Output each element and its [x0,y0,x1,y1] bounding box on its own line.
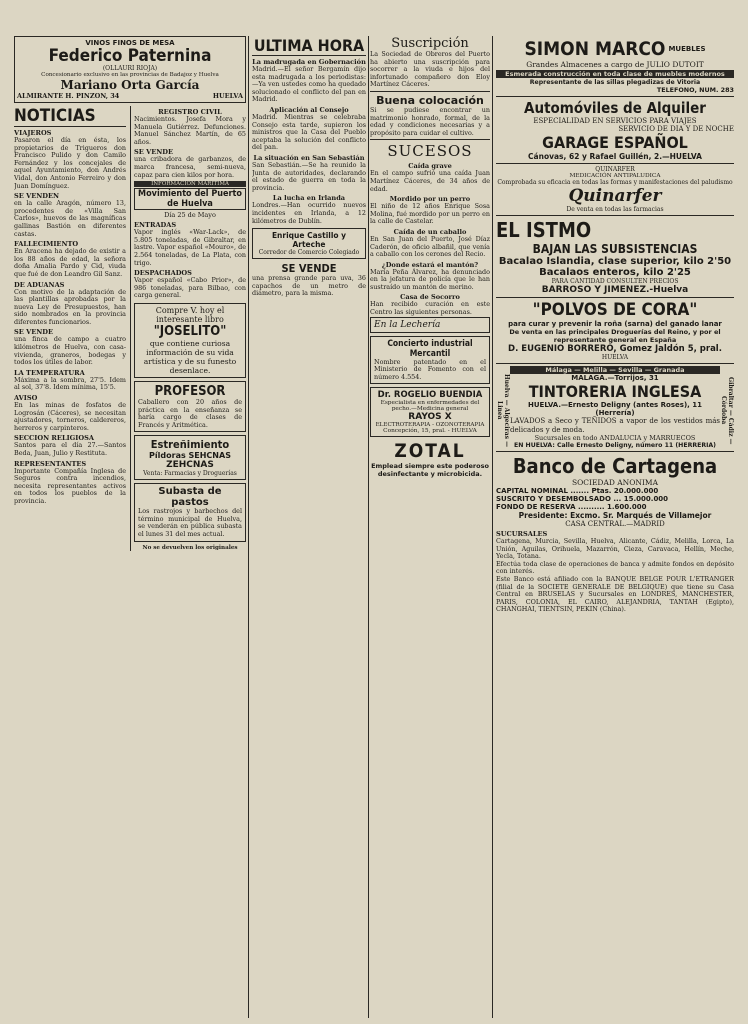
quinarfer-title: Quinarfer [568,186,662,206]
quinarfer-small: QUINARFER [595,166,635,173]
consejo-text: Madrid. Mientras se celebraba Consejo esta tarde, supieron los ministros que la Casa del Pueblo aceptaba la solución del conflicto del pan. [252,112,366,152]
telefono-text: TELEFONO, NUM. 283 [656,86,734,94]
puerto-title: Movimiento del Puerto de Huelva [134,188,246,210]
concierto-text: Nombre patentado en el Ministerio de Fomento con el número 4.554. [374,357,486,381]
compre-label: Compre V. hoy el interesante libro [155,305,225,324]
buena-colocacion-text: Si se pudiese encontrar un matrimonio honrado, formal, de la edad y condiciones necesarias y a propósito para cuidar el cultivo. [370,105,490,137]
buendia-ad [370,387,490,437]
buena-colocacion-title: Buena colocación [376,93,484,107]
column-rule [368,36,369,1018]
electroterapia: ELECTROTERAPIA - OZONOTERAPIA [375,422,485,429]
vinos-label: VINOS FINOS DE MESA [85,39,175,47]
el-istmo-ad [496,216,734,298]
suscripcion-text: La Sociedad de Obreros del Puerto ha abierto una suscripción para socorrer a la viuda e hijos del infortunado compañero don Eloy Martínez Cáceres. [370,50,490,89]
subasta-title: Subasta de pastos [158,486,222,509]
representantes-text: Importante Compañía Inglesa de Seguros contra incendios, necesita representantes activos en todos los pueblos de la provincia. [14,466,126,505]
quinarfer-text: Comprobada su eficacia en todas las formas y manifestaciones del paludismo [497,179,733,186]
consejo-heading: Aplicación al Consejo [269,105,349,114]
buendia-title: Dr. ROGELIO BUENDIA [377,390,483,401]
viajeros-text: Pasaron el día en ésta, los propietarios de Trigueros don Francisco Pulido y don Camilo Fernández y los concejales de aquel Ayuntamiento, don Andrés Vidal, don Antonio Ferreiro y don Juan Domínguez. [14,136,126,190]
almacenes-text: Grandes Almacenes a cargo de JULIO DUTOIT [526,60,704,69]
caballo-heading: Caída de un caballo [393,227,467,236]
rayos-x: RAYOS X [408,412,452,423]
borrero-text: D. EUGENIO BORRERO, Gomez Jaldón 5, pral. [508,344,722,354]
ultima-hora-title: ULTIMA HORA [253,36,365,55]
barroso-text: BARROSO Y JIMENEZ.-Huelva [541,285,689,295]
despachados-heading: DESPACHADOS [134,269,192,278]
tintoreria-title: TINTORERIA INGLESA [528,382,702,401]
column-suscripcion [370,36,490,1018]
tintoreria-ad [496,364,734,452]
irlanda-heading: La lucha en Irlanda [272,194,346,203]
automoviles-sub: ESPECIALIDAD EN SERVICIOS PARA VIAJES [533,117,697,125]
banco-cartagena-ad [496,452,734,616]
noticias-title: NOTICIAS [14,106,126,127]
paternina-city: HUELVA [212,92,243,100]
religiosa-text: Santos para el día 27.—Santos Beda, Juan, Julio y Restituta. [14,441,126,457]
caida-heading: Caída grave [408,162,452,171]
castillo-ad [252,228,366,259]
pildoras-venta: Venta: Farmacias y Droguerías [143,470,237,478]
zotal-title: ZOTAL [394,440,466,463]
maritima-banner: INFORMACIÓN MARÍTIMA [134,181,246,187]
banco-sucursales: Cartagena, Murcia, Sevilla, Huelva, Alicante, Cádiz, Melilla, Lorca, La Unión, Aguilas, Orihuela, Mazarrón, Cieza, Caravaca, Hellín, Meche, Yecla, Totana. [496,537,734,561]
side-left-cities: Huelva — Algeciras — Linea [496,373,510,448]
joselito-ad [134,303,246,378]
malaga-address: MALAGA.—Torrijos, 31 [571,374,659,382]
concierto-ad [370,336,490,385]
paternina-conc: Concesionario exclusivo en las provincias de Badajoz y Huelva [41,72,219,78]
castillo-text: Corredor de Comercio Colegiado [258,249,360,257]
quinarfer-sub: MEDICACIÓN ANTIPALUDICA [569,173,661,179]
fallecimiento-heading: FALLECIMIENTO [14,240,79,249]
aduanas-text: Con motivo de la adaptación de las plantillas aprobadas por la nueva Ley de Presupuestos, han sido nombrados en la provincia diferentes funcionarios. [14,287,126,326]
cantidad-text: PARA CANTIDAD CONSULTEN PRECIOS [551,278,679,285]
lavados-text: LAVADOS a Seco y TEÑIDOS a vapor de los vestidos más delicados y de moda. [510,417,720,434]
joselito-title: "JOSELITO" [153,323,227,339]
vende-text: una finca de campo a cuatro kilómetros de Huelva, con casa-vivienda, graneros, bodegas y todos los útiles de labor. [14,335,126,367]
profesor-title: PROFESOR [154,383,226,399]
sucesos-title: SUCESOS [387,142,473,161]
manton-heading: ¿Donde estará el mantón? [381,260,479,269]
banco-sucursales-heading: SUCURSALES [496,530,548,538]
mordido-heading: Mordido por un perro [389,195,471,204]
temperatura-text: Máxima a la sombra, 27'5. Idem al sol, 37'8. Idem mínima, 15'5. [14,375,126,392]
buendia-text: Especialista en enfermedades del pecho.—Medicina general [380,400,480,413]
san-sebastian-text: San Sebastián.—Se ha reunido la Junta de autoridades, declarando el estado de guerra en toda la provincia. [252,160,366,192]
capital-suscrito: SUSCRITO Y DESEMBOLSADO ... 15.000.000 [496,495,669,503]
paternina-address: ALMIRANTE H. PINZON, 34 [17,92,120,100]
automoviles-title: Automóviles de Alquiler [524,99,706,117]
servicio-text: SERVICIO DE DIA Y DE NOCHE [618,125,734,133]
subasta-text: Los rastrojos y barbechos del término municipal de Huelva, se venderán en pública subasta el lunes 31 del mes actual. [138,507,242,539]
despachados-text: Vapor español «Cabo Prior», de 986 toneladas, para Bilbao, con carga general. [134,276,246,300]
noticias-left [14,106,126,551]
polvos-title: "POLVOS DE CORA" [532,300,698,320]
originales-note: No se devuelven los originales [142,544,238,551]
viajeros-heading: VIAJEROS [14,129,52,137]
profesor-text: Caballero con 20 años de práctica en la enseñanza se haría cargo de clases de Francés y Aritmética. [138,397,242,429]
estrenimiento-title: Estreñimiento [150,438,230,452]
vende-heading: SE VENDE [14,328,53,337]
paternina-title: Federico Paternina [48,46,212,66]
simon-marco-title: SIMON MARCO [524,38,666,60]
paternina-sub: (OLLAURI RIOJA) [102,65,158,72]
sucursales-text: Sucursales en todo ANDALUCIA y MARRUECOS [534,434,696,442]
san-sebastian-heading: La situación en San Sebastián [253,153,365,162]
gobernacion-heading: La madrugada en Gobernación [252,58,366,66]
zehcnas-title: ZEHCNAS [166,460,214,471]
entradas-heading: ENTRADAS [134,221,177,230]
aduanas-heading: DE ADUANAS [14,280,65,289]
muebles-label: MUEBLES [668,45,706,53]
mordido-text: El niño de 12 años Enrique Sosa Molina, fué mordido por un perro en la calle de Castelar. [370,202,490,226]
subasta-ad [134,483,246,541]
simon-marco-ad [496,36,734,97]
garage-title: GARAGE ESPAÑOL [542,133,688,152]
caida-text: En el campo sufrió una caída Juan Martínez Cáceres, de 34 años de edad. [370,169,490,193]
side-right-cities: Gibraltar — Cádiz — Córdoba [720,376,734,445]
gobernacion-text: Madrid.—El señor Bergamín dijo esta madrugada a los periodistas: —Ya ven ustedes como ha quedado solucionado el conflicto del pan en Madrid. [252,65,366,104]
automoviles-ad [496,97,734,164]
profesor-ad [134,381,246,432]
column-rule [248,36,249,1018]
socorro-heading: Casa de Socorro [400,293,460,302]
paternina-ad [14,36,246,103]
quinarfer-ad [496,164,734,216]
noticias-right [130,106,246,551]
zotal-text: Emplead siempre este poderoso desinfectante y microbicida. [371,462,489,479]
bacalao-islandia: Bacalao Islandia, clase superior, kilo 2'50 [498,256,732,267]
sucursal-huelva: EN HUELVA: Calle Ernesto Deligny, número 11 (HERRERIA) [513,442,717,449]
bajan-title: BAJAN LAS SUBSISTENCIAS [532,242,698,256]
column-ultima-hora [252,36,366,1018]
suscripcion-title: Suscripción [391,36,469,51]
pildoras-ad [134,435,246,480]
aviso-text: En las minas de fosfatos de Logrosán (Cáceres), se necesitan ajustadores, torneros, caldereros, herreros y carpinteros. [14,401,126,432]
column-rule [492,36,493,1018]
banco-banque: Este Banco está afiliado con la BANQUE BELGE POUR L'ETRANGER (filial de la SOCIETE GENERALE DE BELGIQUE) que tiene su Casa Central en BRUSELAS y Sucursales en LONDRES, MANCHESTER, PARIS, COLONIA, EL CAIRO, ALEJANDRIA, TANTAH (Egipto), CHANGHAI, TIENTSIN, PEKIN (China). [496,574,734,614]
entradas-text: Vapor inglés «War-Lack», de 5.805 toneladas, de Gibraltar, en lastre. Vapor español «Mouro», de 2.564 toneladas, de La Plata, con trigo. [134,228,246,267]
representantes-heading: REPRESENTANTES [14,459,87,468]
aviso-heading: AVISO [14,394,38,403]
el-istmo-title: EL ISTMO [496,218,592,242]
se-vende-title: SE VENDE [281,262,337,276]
polvos-huelva: HUELVA [601,354,629,361]
banco-efectua: Efectúa toda clase de operaciones de banca y admite fondos en depósito con interés. [496,559,734,576]
fondo-reserva: FONDO DE RESERVA .......... 1.600.000 [496,503,647,511]
fallecimiento-text: En Aracena ha dejado de existir a los 88 años de edad, la señora doña Amalia Pardo y Cid, viuda que fué de don Leandro Gil Sanz. [14,247,126,278]
pildoras-title: Píldoras SEHCNAS [149,451,231,461]
tintoreria-address: HUELVA.—Ernesto Deligny (antes Roses), 11 (Herrería) [528,401,702,417]
banco-presidente: Presidente: Excmo. Sr. Marqués de Villamejor [518,511,712,520]
polvos-ad [496,298,734,364]
capital-nominal: CAPITAL NOMINAL ....... Ptas. 20.000.000 [496,487,659,495]
esmerada-text: Esmerada construcción en toda clase de muebles modernos [496,70,734,78]
vende2-text: una cribadora de garbanzos, de marca francesa, semi-nueva, capaz para cien kilos por hora. [134,155,246,179]
polvos-venta: De venta en las principales Droguerías del Reino, y por el representante general en España [509,328,721,344]
ads-column [496,36,734,1018]
banco-sub: SOCIEDAD ANONIMA [571,478,659,487]
representante-text: Representante de las sillas plegadizas de Vitoria [529,79,701,86]
caballo-text: En San Juan del Puerto, José Díaz Caderón, de oficio albañil, que venía a caballo con los cerones del Recio. [370,234,490,259]
puerto-dia: Día 25 de Mayo [164,211,216,220]
manton-text: María Peña Álvarez, ha denunciado en la jefatura de policía que le han sustraído un mantón de merino. [370,267,490,291]
quinarfer-venta: De venta en todas las farmacias [566,206,664,213]
bacalao-enteros: Bacalaos enteros, kilo 2'25 [539,267,691,278]
banco-title: Banco de Cartagena [512,454,718,478]
lecheria-title: En la Lechería [374,319,441,330]
vende2-heading: SE VENDE [134,148,173,157]
garage-address: Cánovas, 62 y Rafael Guillén, 2.—HUELVA [528,152,702,161]
polvos-text: para curar y prevenir la roña (sarna) del ganado lanar [508,320,722,328]
buendia-address: Concepción, 15, pral. - HUELVA [383,428,477,435]
joselito-text: que contiene curiosa información de su vida artística y de su funesto desenlace. [143,338,237,375]
registro-text: Nacimientos. Josefa Mora y Manuela Gutiérrez. Defunciones. Manuel Sánchez Martín, de 65 años. [134,115,246,146]
banco-casa-central: CASA CENTRAL.—MADRID [565,520,665,528]
malaga-line: Málaga — Melilla — Sevilla — Granada [510,366,720,374]
se-venden-text: en la calle Aragón, número 13, procedentes de «Villa San Carlos», huevos de las magníficas gallinas Bastión en diferentes castas. [14,199,126,238]
concierto-title: Concierto industrial Mercantil [387,338,473,359]
religiosa-heading: SECCION RELIGIOSA [14,434,94,443]
column-noticias [14,36,246,1018]
zotal-ad [370,440,490,478]
registro-heading: REGISTRO CIVIL [158,108,222,116]
lecheria-ad [370,317,490,333]
se-vende-text: una prensa grande para uva, 36 capachos de un metro de diámetro, para la misma. [252,274,366,298]
castillo-title: Enrique Castillo y Arteche [271,231,347,250]
irlanda-text: Londres.—Han ocurrido nuevos incidentes en Irlanda, a 12 kilómetros de Dublín. [252,201,366,225]
socorro-text: Han recibido curación en este Centro las siguientes personas. [370,300,490,317]
se-venden-heading: SE VENDEN [14,192,60,201]
mariano-name: Mariano Orta García [60,78,200,92]
temperatura-heading: LA TEMPERATURA [14,368,85,377]
